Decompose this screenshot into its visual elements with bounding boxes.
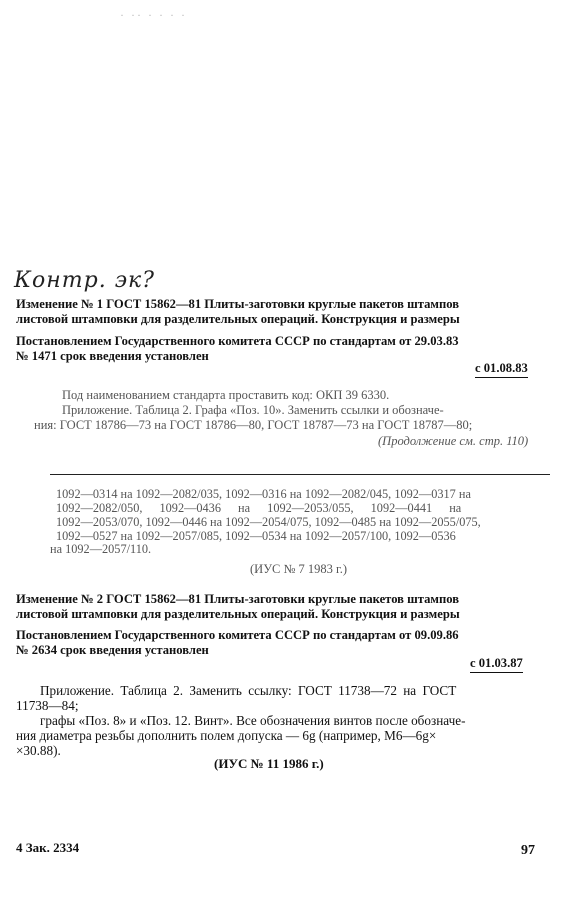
amendment-2-decree-line2: № 2634 срок введения установлен [16, 643, 209, 657]
amendment-1-decree-line2: № 1471 срок введения установлен [16, 349, 209, 363]
amendment-1-effective-date: с 01.08.83 [475, 360, 528, 378]
table-line-5: на 1092—2057/110. [50, 542, 152, 556]
amendment-1-title-line2: листовой штамповки для разделительных операций. Конструкция и размеры [16, 312, 460, 326]
amendment-1-title-line1: Изменение № 1 ГОСТ 15862—81 Плиты-заготовки круглые пакетов штампов [16, 297, 460, 311]
print-order-number: 4 Зак. 2334 [16, 840, 80, 855]
handwritten-note: Контр. эк? [14, 268, 155, 293]
amendment-2-body-line2: 11738—84; [16, 698, 79, 713]
amendment-2-title-line2: листовой штамповки для разделительных операций. Конструкция и размеры [16, 607, 460, 621]
divider-rule [50, 474, 550, 475]
amendment-1-ius-ref: (ИУС № 7 1983 г.) [250, 562, 348, 576]
table-line-4: 1092—0527 на 1092—2057/085, 1092—0534 на 1092—2057/100, 1092—0536 [56, 529, 456, 543]
amendment-2-title-line1: Изменение № 2 ГОСТ 15862—81 Плиты-заготовки круглые пакетов штампов [16, 592, 460, 606]
amendment-2-decree-line1: Постановлением Государственного комитета СССР по стандартам от 09.09.86 [16, 628, 459, 642]
amendment-2-body-line3: графы «Поз. 8» и «Поз. 12. Винт». Все обозначения винтов после обозначе- [40, 713, 466, 728]
amendment-1-body-line1: Под наименованием стандарта проставить код: ОКП 39 6330. [62, 388, 390, 402]
amendment-2-ius-ref: (ИУС № 11 1986 г.) [214, 756, 324, 771]
table-line-2: 1092—2082/050, 1092—0436 на 1092—2053/055, 1092—0441 на [56, 501, 462, 515]
scan-marks: · ·· · · · · [120, 8, 187, 22]
page-number: 97 [521, 843, 535, 858]
table-line-3: 1092—2053/070, 1092—0446 на 1092—2054/075, 1092—0485 на 1092—2055/075, [56, 515, 481, 529]
amendment-2-body-line1: Приложение. Таблица 2. Заменить ссылку: ГОСТ 11738—72 на ГОСТ [40, 683, 457, 698]
amendment-1-continued-note: (Продолжение см. стр. 110) [378, 434, 529, 448]
amendment-2-body-line4: ния диаметра резьбы дополнить полем допуска — 6g (например, М6—6g× [16, 728, 437, 743]
table-line-1: 1092—0314 на 1092—2082/035, 1092—0316 на 1092—2082/045, 1092—0317 на [56, 487, 471, 501]
amendment-1-decree-line1: Постановлением Государственного комитета СССР по стандартам от 29.03.83 [16, 334, 459, 348]
amendment-2-body-line5: ×30.88). [16, 743, 61, 758]
amendment-1-body-line3: ния: ГОСТ 18786—73 на ГОСТ 18786—80, ГОСТ 18787—73 на ГОСТ 18787—80; [34, 418, 473, 432]
amendment-1-body-line2: Приложение. Таблица 2. Графа «Поз. 10». Заменить ссылки и обозначе- [62, 403, 444, 417]
amendment-2-effective-date: с 01.03.87 [470, 655, 523, 673]
